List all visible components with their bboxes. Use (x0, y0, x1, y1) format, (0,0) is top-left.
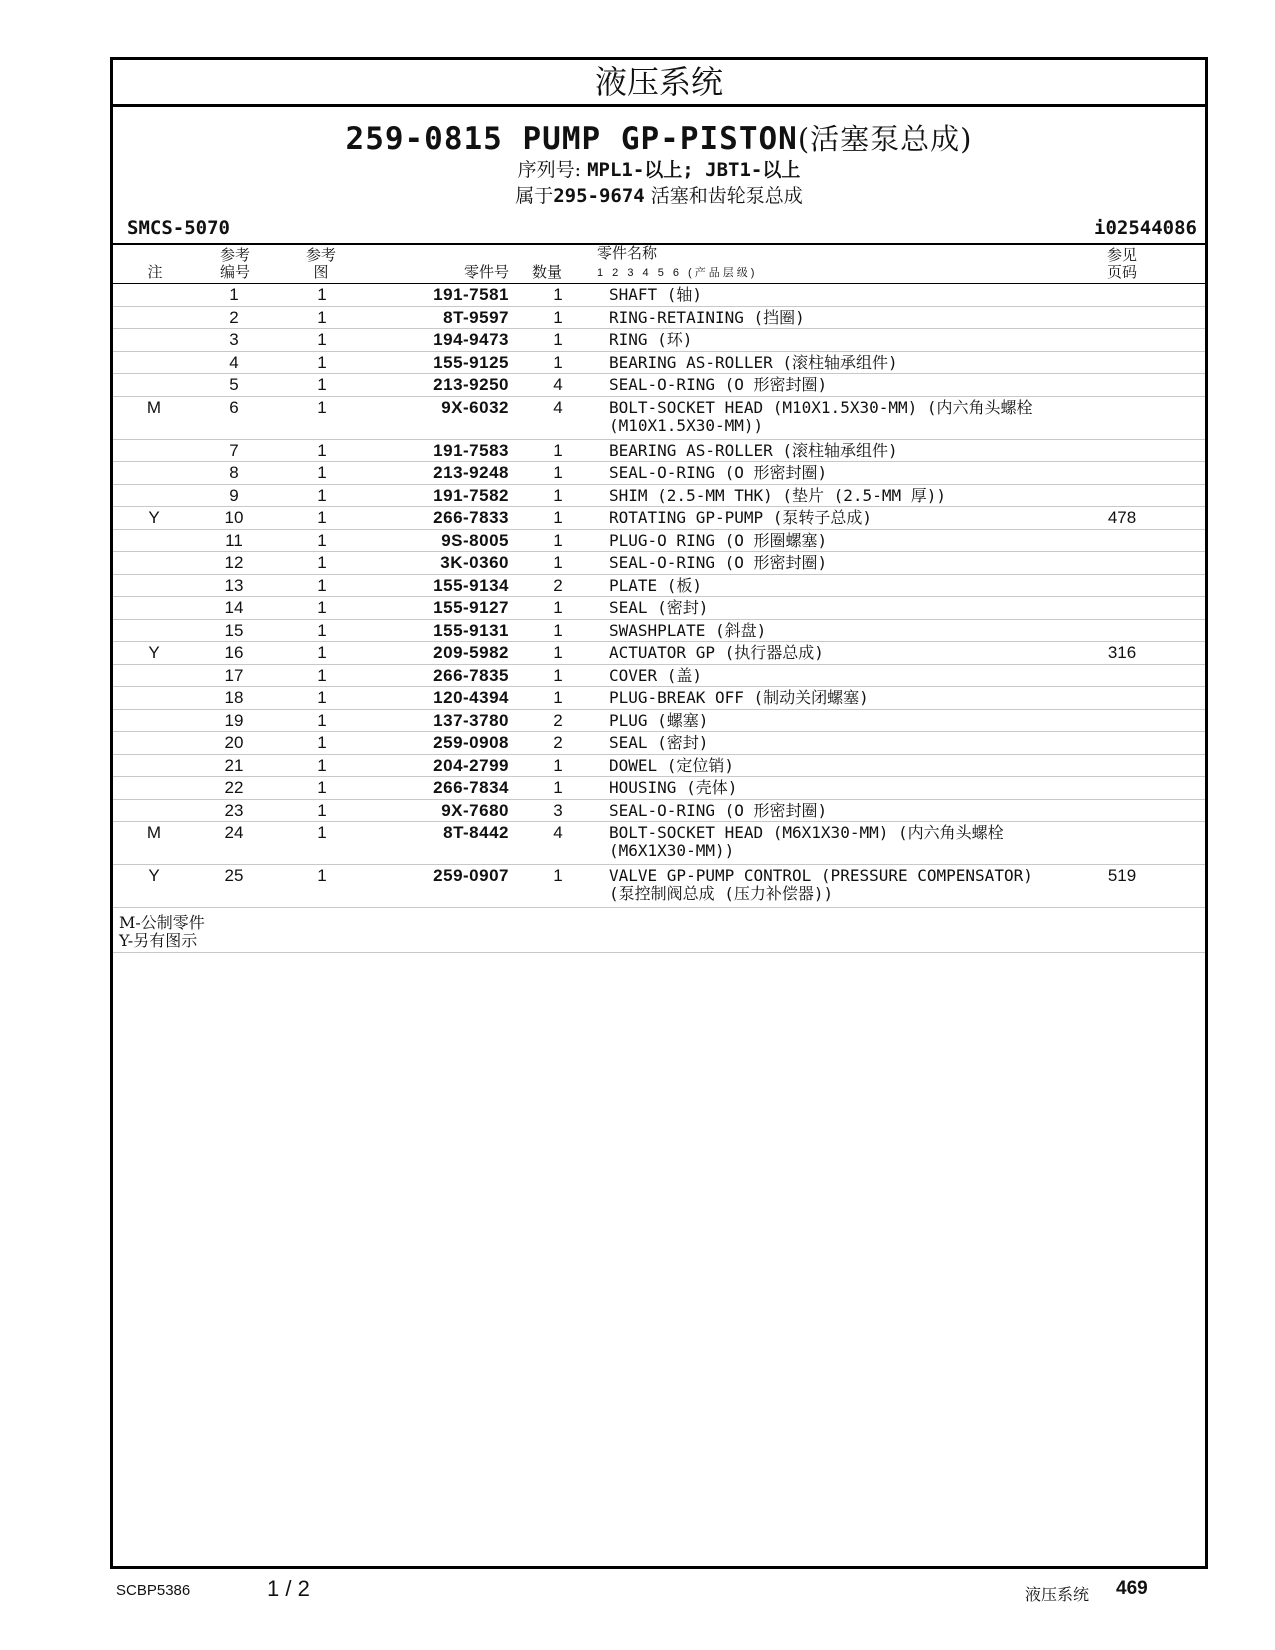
row-note (113, 574, 195, 597)
row-note (113, 329, 195, 352)
row-part-name (607, 374, 1039, 397)
table-row (113, 822, 1205, 865)
row-part-name-line1: RING-RETAINING (挡圈) (609, 307, 805, 327)
row-part-name (607, 484, 1039, 507)
row-ref-figure: 1 (273, 732, 371, 755)
row-see-page (1039, 284, 1205, 306)
row-part-name-line1: SEAL-O-RING (O 形密封圈) (609, 553, 828, 572)
row-part-number: 266-7833 (371, 507, 509, 530)
row-part-name (607, 597, 1039, 620)
row-note (113, 619, 195, 642)
row-note (113, 799, 195, 822)
table-row (113, 552, 1205, 575)
row-note (113, 687, 195, 710)
belongs-label: 属于 (515, 185, 554, 207)
row-ref-number: 15 (195, 619, 273, 642)
row-ref-figure: 1 (273, 777, 371, 800)
table-row (113, 574, 1205, 597)
row-part-name-line1: ROTATING GP-PUMP (泵转子总成) (609, 508, 873, 527)
row-see-page (1039, 709, 1205, 732)
table-row (113, 396, 1205, 439)
row-see-page (1039, 439, 1205, 462)
row-ref-figure: 1 (273, 507, 371, 530)
row-ref-number: 18 (195, 687, 273, 710)
row-ref-number: 20 (195, 732, 273, 755)
row-part-number: 137-3780 (371, 709, 509, 732)
row-part-name (607, 822, 1039, 865)
row-quantity: 1 (509, 507, 607, 530)
row-see-page (1039, 396, 1205, 439)
row-quantity: 1 (509, 777, 607, 800)
doc-code: SCBP5386 (116, 1582, 191, 1599)
row-part-name-line1: PLATE (板) (609, 575, 703, 595)
table-row (113, 709, 1205, 732)
serial-values: MPL1-以上; JBT1-以上 (587, 159, 801, 181)
row-see-page: 478 (1039, 507, 1205, 530)
row-see-page: 519 (1039, 865, 1205, 908)
row-ref-number: 10 (195, 507, 273, 530)
col-ref-fig-1: 参考 (305, 246, 336, 264)
table-row (113, 329, 1205, 352)
row-note (113, 374, 195, 397)
row-part-name (607, 329, 1039, 352)
row-part-name-line2: (M6X1X30-MM)) (609, 841, 735, 860)
row-part-name-line1: BEARING AS-ROLLER (滚柱轴承组件) (609, 352, 898, 372)
row-part-name (607, 396, 1039, 439)
row-part-name (607, 642, 1039, 665)
row-quantity: 1 (509, 529, 607, 552)
row-part-number: 213-9250 (371, 374, 509, 397)
row-quantity: 4 (509, 374, 607, 397)
row-ref-number: 17 (195, 664, 273, 687)
row-ref-figure: 1 (273, 552, 371, 575)
row-part-name-line1: SHAFT (轴) (609, 285, 703, 304)
row-note: M (113, 396, 195, 439)
row-note (113, 597, 195, 620)
row-part-name-line1: PLUG (螺塞) (609, 710, 709, 730)
row-note (113, 709, 195, 732)
row-ref-figure: 1 (273, 574, 371, 597)
col-see-page-1: 参见 (1106, 246, 1137, 264)
row-part-name-line1: HOUSING (壳体) (609, 778, 738, 797)
row-see-page (1039, 687, 1205, 710)
row-part-number: 155-9127 (371, 597, 509, 620)
row-part-name (607, 284, 1039, 306)
row-note (113, 462, 195, 485)
assembly-header (113, 107, 1205, 209)
row-ref-number: 7 (195, 439, 273, 462)
row-ref-figure: 1 (273, 619, 371, 642)
col-part-name: 零件名称 (597, 244, 658, 262)
row-ref-figure: 1 (273, 329, 371, 352)
row-see-page (1039, 597, 1205, 620)
table-row (113, 642, 1205, 665)
row-quantity: 1 (509, 439, 607, 462)
assembly-part-number: 259-0815 (345, 121, 503, 157)
row-quantity: 1 (509, 462, 607, 485)
row-part-name (607, 507, 1039, 530)
row-part-name-line1: DOWEL (定位销) (609, 755, 735, 775)
row-note (113, 351, 195, 374)
row-part-number: 8T-8442 (371, 822, 509, 865)
table-row (113, 351, 1205, 374)
row-part-name-line1: SEAL (密封) (609, 733, 709, 752)
row-quantity: 1 (509, 329, 607, 352)
row-ref-number: 6 (195, 396, 273, 439)
row-ref-figure: 1 (273, 865, 371, 908)
row-quantity: 1 (509, 351, 607, 374)
table-row (113, 529, 1205, 552)
belongs-line (113, 183, 1205, 209)
row-ref-number: 25 (195, 865, 273, 908)
row-part-name-line1: PLUG-O RING (O 形圈螺塞) (609, 530, 828, 550)
row-part-name (607, 619, 1039, 642)
row-part-number: 3K-0360 (371, 552, 509, 575)
page-frame (110, 57, 1208, 1569)
row-ref-figure: 1 (273, 529, 371, 552)
assembly-part-name: PUMP GP-PISTON (522, 121, 798, 157)
col-ref-no-2: 编号 (219, 263, 250, 281)
row-part-number: 204-2799 (371, 754, 509, 777)
assembly-part-name-cn: (活塞泵总成) (797, 122, 973, 156)
table-row (113, 777, 1205, 800)
row-note (113, 439, 195, 462)
row-part-number: 259-0908 (371, 732, 509, 755)
page-of: 1 / 2 (267, 1576, 310, 1601)
row-quantity: 1 (509, 597, 607, 620)
row-part-number: 155-9131 (371, 619, 509, 642)
table-row (113, 439, 1205, 462)
row-see-page (1039, 329, 1205, 352)
col-note: 注 (147, 263, 163, 281)
row-see-page (1039, 306, 1205, 329)
row-quantity: 3 (509, 799, 607, 822)
row-note (113, 754, 195, 777)
table-row (113, 732, 1205, 755)
row-ref-figure: 1 (273, 799, 371, 822)
row-part-name-line1: BEARING AS-ROLLER (滚柱轴承组件) (609, 440, 898, 460)
row-part-name-line1: SEAL (密封) (609, 598, 709, 617)
row-part-number: 9X-7680 (371, 799, 509, 822)
legend-metric: M-公制零件 (119, 913, 205, 932)
row-quantity: 4 (509, 822, 607, 865)
row-see-page (1039, 664, 1205, 687)
legend-illustrated: Y-另有图示 (119, 931, 198, 950)
row-part-number: 194-9473 (371, 329, 509, 352)
table-row (113, 284, 1205, 306)
row-part-name-line1: SHIM (2.5-MM THK) (垫片 (2.5-MM 厚)) (609, 485, 946, 505)
row-ref-number: 14 (195, 597, 273, 620)
row-ref-number: 8 (195, 462, 273, 485)
row-quantity: 2 (509, 709, 607, 732)
column-headers (113, 243, 1205, 284)
table-row (113, 687, 1205, 710)
col-ref-fig-2: 图 (313, 263, 329, 281)
row-part-number: 8T-9597 (371, 306, 509, 329)
row-part-name (607, 306, 1039, 329)
row-note: Y (113, 642, 195, 665)
row-part-number: 191-7583 (371, 439, 509, 462)
row-ref-number: 16 (195, 642, 273, 665)
row-note (113, 306, 195, 329)
parts-table (113, 284, 1205, 908)
table-row (113, 619, 1205, 642)
meta-row (113, 213, 1205, 243)
row-part-name-line1: SWASHPLATE (斜盘) (609, 620, 767, 640)
row-part-number: 9S-8005 (371, 529, 509, 552)
row-note (113, 552, 195, 575)
row-quantity: 1 (509, 754, 607, 777)
row-part-name (607, 462, 1039, 485)
row-part-name (607, 529, 1039, 552)
row-quantity: 1 (509, 687, 607, 710)
col-qty: 数量 (531, 263, 562, 281)
row-part-name (607, 552, 1039, 575)
row-part-name (607, 777, 1039, 800)
row-note (113, 777, 195, 800)
row-quantity: 1 (509, 284, 607, 306)
row-part-name-line1: BOLT-SOCKET HEAD (M10X1.5X30-MM) (内六角头螺栓 (609, 397, 1033, 417)
row-see-page (1039, 462, 1205, 485)
row-see-page: 316 (1039, 642, 1205, 665)
row-ref-number: 2 (195, 306, 273, 329)
row-see-page (1039, 574, 1205, 597)
row-quantity: 2 (509, 574, 607, 597)
col-part-no: 零件号 (463, 263, 509, 281)
row-part-name-line2: (M10X1.5X30-MM)) (609, 415, 764, 435)
row-see-page (1039, 484, 1205, 507)
row-ref-number: 24 (195, 822, 273, 865)
row-note: M (113, 822, 195, 865)
row-ref-figure: 1 (273, 484, 371, 507)
row-ref-number: 22 (195, 777, 273, 800)
row-note (113, 664, 195, 687)
row-see-page (1039, 777, 1205, 800)
row-part-number: 191-7582 (371, 484, 509, 507)
row-part-number: 155-9125 (371, 351, 509, 374)
row-ref-figure: 1 (273, 284, 371, 306)
row-part-name-line1: SEAL-O-RING (O 形密封圈) (609, 800, 828, 820)
row-quantity: 1 (509, 484, 607, 507)
row-note (113, 484, 195, 507)
col-levels: 1 2 3 4 5 6 (产品层级) (597, 267, 758, 279)
row-ref-number: 13 (195, 574, 273, 597)
row-quantity: 1 (509, 552, 607, 575)
row-ref-figure: 1 (273, 396, 371, 439)
table-row (113, 374, 1205, 397)
row-part-name-line1: PLUG-BREAK OFF (制动关闭螺塞) (609, 688, 869, 707)
belongs-name: 活塞和齿轮泵总成 (650, 185, 803, 207)
assembly-title (113, 121, 1205, 157)
row-part-name-line1: VALVE GP-PUMP CONTROL (PRESSURE COMPENSATOR) (609, 866, 1033, 885)
row-quantity: 1 (509, 664, 607, 687)
row-ref-figure: 1 (273, 306, 371, 329)
row-ref-figure: 1 (273, 754, 371, 777)
row-ref-figure: 1 (273, 351, 371, 374)
row-ref-figure: 1 (273, 822, 371, 865)
row-part-name (607, 664, 1039, 687)
row-ref-figure: 1 (273, 374, 371, 397)
row-note (113, 529, 195, 552)
row-part-name (607, 732, 1039, 755)
row-ref-number: 5 (195, 374, 273, 397)
table-row (113, 799, 1205, 822)
row-part-name-line1: SEAL-O-RING (O 形密封圈) (609, 463, 828, 482)
row-quantity: 1 (509, 865, 607, 908)
row-ref-number: 23 (195, 799, 273, 822)
table-row (113, 507, 1205, 530)
table-row (113, 597, 1205, 620)
row-part-name-line2: (泵控制阀总成 (压力补偿器)) (609, 884, 834, 903)
row-part-number: 191-7581 (371, 284, 509, 306)
table-row (113, 462, 1205, 485)
row-part-name (607, 865, 1039, 908)
row-ref-figure: 1 (273, 709, 371, 732)
row-part-name-line1: SEAL-O-RING (O 形密封圈) (609, 375, 828, 394)
table-row (113, 484, 1205, 507)
row-see-page (1039, 732, 1205, 755)
row-ref-number: 11 (195, 529, 273, 552)
row-part-name (607, 799, 1039, 822)
table-row (113, 754, 1205, 777)
serial-label: 序列号: (517, 159, 582, 181)
col-ref-no-1: 参考 (219, 246, 250, 264)
row-part-number: 213-9248 (371, 462, 509, 485)
row-see-page (1039, 351, 1205, 374)
row-note (113, 284, 195, 306)
row-ref-figure: 1 (273, 439, 371, 462)
row-quantity: 4 (509, 396, 607, 439)
row-part-number: 209-5982 (371, 642, 509, 665)
row-see-page (1039, 529, 1205, 552)
row-part-number: 9X-6032 (371, 396, 509, 439)
row-ref-number: 4 (195, 351, 273, 374)
row-part-number: 266-7835 (371, 664, 509, 687)
row-part-name-line1: ACTUATOR GP (执行器总成) (609, 643, 824, 662)
row-part-name (607, 351, 1039, 374)
row-ref-number: 9 (195, 484, 273, 507)
row-ref-figure: 1 (273, 597, 371, 620)
legend (113, 908, 1205, 953)
table-row (113, 664, 1205, 687)
row-ref-number: 3 (195, 329, 273, 352)
page-number: 469 (1116, 1578, 1148, 1599)
row-part-name (607, 754, 1039, 777)
row-part-name-line1: BOLT-SOCKET HEAD (M6X1X30-MM) (内六角头螺栓 (609, 823, 1004, 842)
row-part-number: 155-9134 (371, 574, 509, 597)
row-ref-figure: 1 (273, 642, 371, 665)
row-part-number: 259-0907 (371, 865, 509, 908)
table-row (113, 865, 1205, 908)
row-quantity: 1 (509, 642, 607, 665)
row-see-page (1039, 822, 1205, 865)
belongs-part-number: 295-9674 (553, 185, 645, 207)
row-part-name-line1: COVER (盖) (609, 665, 703, 685)
row-ref-number: 21 (195, 754, 273, 777)
row-ref-figure: 1 (273, 462, 371, 485)
row-part-name (607, 574, 1039, 597)
row-part-name (607, 687, 1039, 710)
row-ref-number: 1 (195, 284, 273, 306)
footer-section: 液压系统 (1025, 1585, 1090, 1604)
row-note: Y (113, 865, 195, 908)
row-part-number: 120-4394 (371, 687, 509, 710)
serial-line (113, 157, 1205, 183)
row-see-page (1039, 754, 1205, 777)
row-quantity: 2 (509, 732, 607, 755)
row-part-number: 266-7834 (371, 777, 509, 800)
row-note: Y (113, 507, 195, 530)
row-ref-number: 12 (195, 552, 273, 575)
row-see-page (1039, 552, 1205, 575)
row-part-name (607, 709, 1039, 732)
row-part-name-line1: RING (环) (609, 330, 693, 349)
row-see-page (1039, 619, 1205, 642)
illustration-id: i02544086 (1094, 217, 1197, 239)
page-footer (0, 1576, 1275, 1606)
row-quantity: 1 (509, 619, 607, 642)
row-see-page (1039, 374, 1205, 397)
row-note (113, 732, 195, 755)
col-see-page-2: 页码 (1106, 263, 1137, 281)
row-see-page (1039, 799, 1205, 822)
section-title: 液压系统 (113, 60, 1205, 107)
table-row (113, 306, 1205, 329)
row-ref-number: 19 (195, 709, 273, 732)
row-ref-figure: 1 (273, 687, 371, 710)
row-part-name (607, 439, 1039, 462)
smcs-code: SMCS-5070 (127, 217, 230, 239)
row-ref-figure: 1 (273, 664, 371, 687)
row-quantity: 1 (509, 306, 607, 329)
